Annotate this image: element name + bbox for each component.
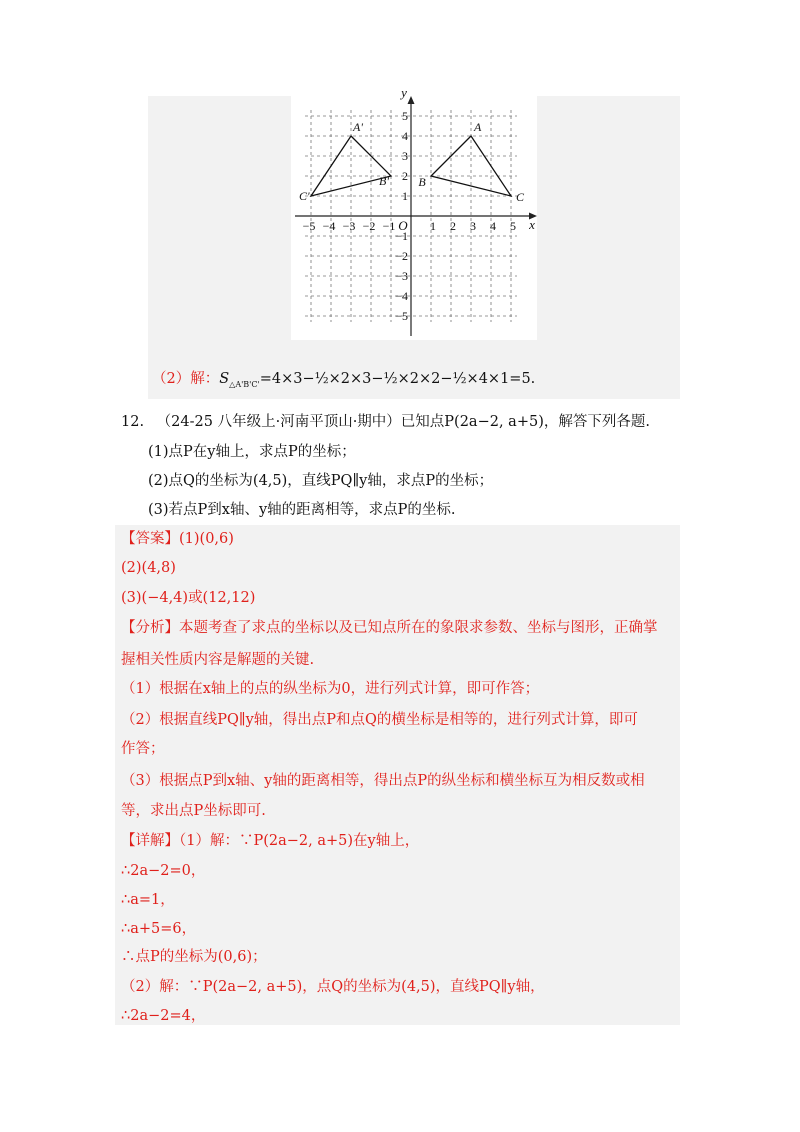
area-subscript: △A'B'C': [229, 379, 260, 389]
analysis-line: 【分析】本题考查了求点的坐标以及已知点所在的象限求参数、坐标与图形，正确掌: [121, 620, 658, 636]
area-formula: =4×3−½×2×3−½×2×2−½×4×1=5.: [259, 371, 536, 387]
analysis-line: 等，求出点P坐标即可.: [121, 803, 266, 819]
solution-prefix: （2）解：: [152, 371, 220, 387]
point-label: A: [474, 120, 482, 134]
area-symbol: S: [219, 371, 230, 387]
detail-line: （2）解：∵P(2a−2, a+5)，点Q的坐标为(4,5)，直线PQ∥y轴，: [121, 979, 545, 995]
top-solution-line: [152, 368, 800, 396]
x-tick-label: −1: [382, 219, 396, 233]
answer-line: 【答案】(1)(0,6): [121, 531, 234, 547]
question-intro-text: （24-25 八年级上·河南平顶山·期中）已知点P(2a−2, a+5)，解答下列各题.: [156, 414, 650, 430]
x-tick-label: 1: [430, 219, 436, 233]
question-part-1: (1)点P在y轴上，求点P的坐标；: [148, 444, 356, 460]
analysis-line: （2）根据直线PQ∥y轴，得出点P和点Q的横坐标是相等的，进行列式计算，即可: [121, 712, 638, 728]
analysis-line: 握相关性质内容是解题的关键.: [121, 652, 315, 668]
question-intro: [121, 411, 800, 433]
y-tick-label: −2: [395, 249, 408, 263]
x-tick-label: −4: [322, 219, 336, 233]
detail-line: ∴2a−2=4，: [121, 1008, 206, 1024]
x-axis-label: x: [529, 217, 535, 232]
y-tick-label: 1: [402, 189, 408, 203]
y-tick-label: 2: [402, 169, 408, 183]
analysis-line: 作答；: [121, 741, 165, 757]
question-part-2: (2)点Q的坐标为(4,5)，直线PQ∥y轴，求点P的坐标；: [148, 473, 494, 489]
y-tick-label: −5: [395, 309, 408, 323]
x-tick-label: −5: [302, 219, 316, 233]
analysis-line: （1）根据在x轴上的点的纵坐标为0，进行列式计算，即可作答；: [121, 681, 540, 697]
point-label: C: [516, 190, 525, 204]
y-axis-arrow-icon: [408, 96, 415, 104]
point-label: B': [379, 174, 389, 188]
answer-line: (2)(4,8): [121, 560, 176, 576]
point-label: C': [299, 189, 310, 203]
analysis-line: （3）根据点P到x轴、y轴的距离相等，得出点P的纵坐标和横坐标互为相反数或相: [121, 773, 645, 789]
detail-line: ∴a=1，: [121, 892, 175, 908]
question-number: 12.: [121, 414, 145, 430]
x-tick-label: 3: [470, 219, 476, 233]
answer-line: (3)(−4,4)或(12,12): [121, 590, 256, 606]
coordinate-plane: [291, 85, 537, 340]
coordinate-figure: [291, 85, 537, 340]
detail-line: 【详解】（1）解：∵P(2a−2, a+5)在y轴上，: [121, 833, 420, 849]
detail-line: ∴a+5=6，: [121, 921, 197, 937]
point-label: B: [418, 175, 426, 189]
y-tick-label: −4: [395, 289, 408, 303]
origin-label: O: [398, 218, 408, 233]
detail-line: ∴2a−2=0，: [121, 863, 206, 879]
x-tick-label: 2: [450, 219, 456, 233]
point-label: A': [353, 120, 363, 134]
y-tick-label: 3: [402, 149, 408, 163]
y-tick-label: −1: [395, 229, 408, 243]
y-axis-label: y: [401, 85, 407, 100]
x-tick-label: 5: [510, 219, 516, 233]
y-tick-label: −3: [395, 269, 408, 283]
x-tick-label: 4: [490, 219, 496, 233]
x-tick-label: −3: [342, 219, 356, 233]
question-part-3: (3)若点P到x轴、y轴的距离相等，求点P的坐标.: [148, 502, 456, 518]
y-tick-label: 5: [402, 109, 408, 123]
detail-line: ∴点P的坐标为(0,6)；: [121, 949, 267, 965]
y-tick-label: 4: [402, 129, 408, 143]
x-tick-label: −2: [362, 219, 376, 233]
